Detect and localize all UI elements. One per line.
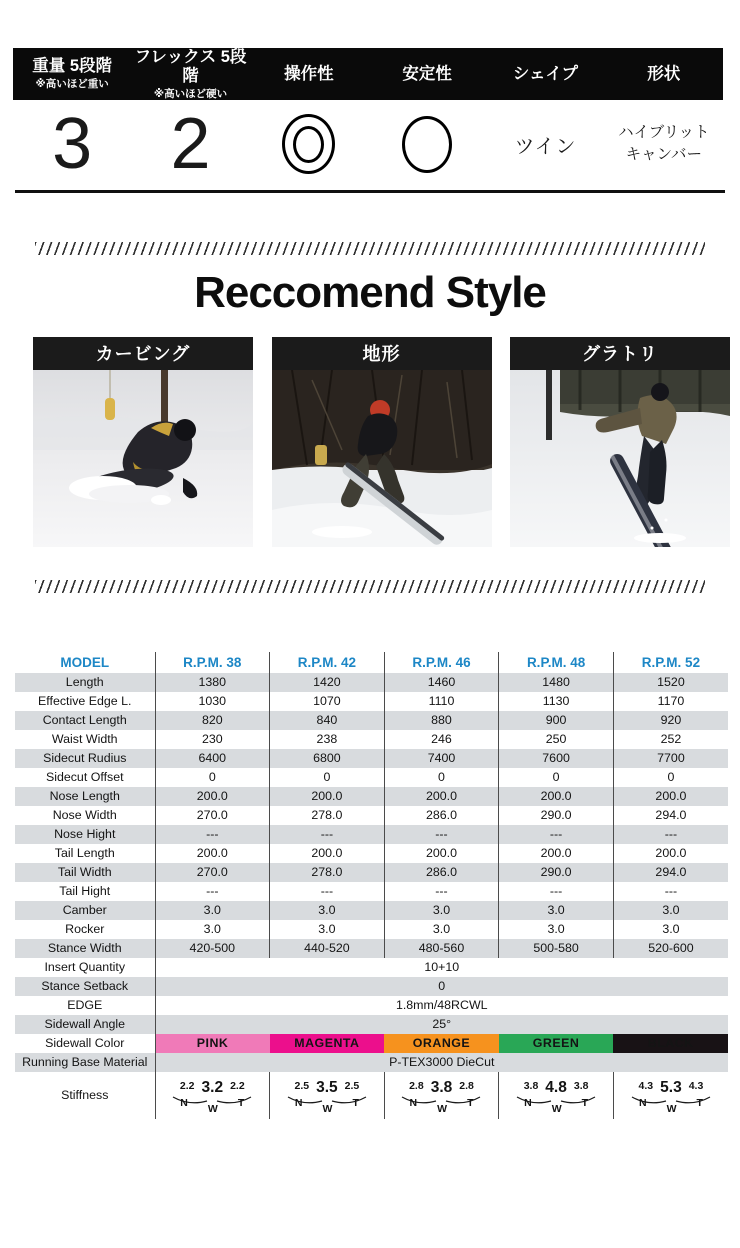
spec-value-cell: ---: [664, 884, 678, 899]
stiffness-tail-value: 2.8: [459, 1080, 474, 1093]
inner-circle: [293, 126, 324, 163]
spec-value-cell: 1480: [499, 673, 614, 692]
stiffness-letters-area: [626, 1096, 716, 1113]
spec-row: [15, 673, 728, 692]
stiffness-nose-value: 3.8: [523, 1080, 539, 1093]
carving-photo: [33, 370, 253, 547]
spec-value-cell: 200.0: [499, 844, 614, 863]
row-label: Sidecut Offset: [15, 768, 155, 787]
sidewall-color-black: BLACK: [613, 1034, 728, 1053]
rating-column-label: 重量 5段階: [32, 57, 113, 76]
stiffness-letters: [167, 1098, 257, 1115]
rating-column-6: [605, 65, 723, 84]
sidewall-color-magenta: MAGENTA: [270, 1034, 385, 1053]
row-label: Contact Length: [15, 711, 155, 730]
divider-line: [15, 190, 725, 193]
row-label: Waist Width: [15, 730, 155, 749]
spec-value-cell: 0: [384, 768, 499, 787]
row-label: Camber: [15, 901, 155, 920]
row-label: Length: [15, 673, 155, 692]
model-name-cell: R.P.M. 38: [155, 652, 270, 673]
row-label: Tail Hight: [15, 882, 155, 901]
spec-value-cell: 1070: [270, 692, 385, 711]
spec-value-cell: 294.0: [613, 863, 728, 882]
stiffness-letter: T: [352, 1096, 359, 1109]
spec-value-cell: ---: [270, 882, 385, 901]
spec-value-cell: 1460: [384, 673, 499, 692]
stiffness-display: [270, 1078, 384, 1113]
spec-value-cell: 278.0: [270, 863, 385, 882]
spec-value-cell: 200.0: [384, 787, 499, 806]
spec-value-cell: 1130: [499, 692, 614, 711]
row-label: Stiffness: [15, 1072, 155, 1119]
spec-value-cell: 3.0: [384, 901, 499, 920]
style-card-ground-trick: [510, 337, 730, 547]
stiffness-letters-area: [167, 1096, 257, 1113]
spec-value-cell: 7600: [499, 749, 614, 768]
circle-icon: [402, 116, 452, 173]
row-label: Tail Width: [15, 863, 155, 882]
row-label: Sidecut Rudius: [15, 749, 155, 768]
stiffness-waist-value: 5.3: [660, 1079, 682, 1097]
spec-value-cell: 420-500: [155, 939, 270, 958]
spec-value-cell: 480-560: [384, 939, 499, 958]
stiffness-letter: N: [524, 1096, 532, 1109]
rating-column-label: 形状: [647, 64, 681, 83]
spec-value-cell: ---: [384, 825, 499, 844]
style-label: カービング: [33, 337, 253, 370]
stiffness-letter: T: [696, 1096, 703, 1109]
spec-value-cell: 200.0: [613, 787, 728, 806]
row-label: Effective Edge L.: [15, 692, 155, 711]
spec-value-cell: 3.0: [662, 922, 680, 937]
stiffness-numbers: [524, 1080, 589, 1096]
model-name-cell: R.P.M. 42: [270, 652, 385, 673]
rating-header-bar: [13, 48, 723, 100]
stiffness-waist-value: 3.8: [430, 1079, 453, 1097]
stiffness-letters: [511, 1098, 601, 1115]
row-label: Stance Setback: [15, 977, 155, 996]
rating-column-label: シェイプ: [512, 64, 579, 83]
style-card-terrain: [272, 337, 492, 547]
rating-value-4: [368, 100, 486, 188]
row-label: Nose Hight: [15, 825, 155, 844]
spec-value-cell: 920: [613, 711, 728, 730]
spec-value-cell: 6400: [155, 749, 270, 768]
rating-text-value: [618, 122, 709, 167]
rating-value-2: [131, 100, 249, 188]
spec-row: [15, 1072, 728, 1119]
spec-value-cell: ---: [270, 825, 385, 844]
stiffness-letter: W: [437, 1102, 448, 1115]
spec-table-section: [15, 652, 728, 1119]
rating-column-sublabel: ※高いほど重い: [35, 78, 109, 91]
recommend-styles-row: [33, 337, 730, 547]
model-name-cell: R.P.M. 52: [613, 652, 728, 673]
row-label: Nose Width: [15, 806, 155, 825]
spec-value-cell: ---: [384, 882, 499, 901]
stiffness-display: [499, 1078, 613, 1113]
spec-value-cell: 278.0: [270, 806, 385, 825]
stiffness-tail-value: 2.2: [230, 1080, 245, 1093]
spec-row: [15, 958, 728, 977]
spec-row: [15, 806, 728, 825]
spec-span-value-cell: 0: [155, 977, 728, 996]
spec-value-cell: 200.0: [155, 787, 270, 806]
spec-value-cell: 3.0: [499, 920, 614, 939]
sidewall-color-orange: ORANGE: [384, 1034, 499, 1053]
stiffness-cell: [499, 1072, 614, 1119]
stiffness-tail-value: 2.5: [344, 1080, 360, 1093]
spec-value-cell: 230: [155, 730, 270, 749]
stiffness-cell: [613, 1072, 728, 1119]
hatch-divider-top: [35, 242, 705, 255]
spec-value-cell: 290.0: [499, 806, 614, 825]
rating-values-row: [13, 100, 723, 188]
spec-value-cell: 0: [155, 768, 270, 787]
stiffness-cell: [155, 1072, 270, 1119]
spec-value-cell: 246: [384, 730, 499, 749]
spec-value-cell: 7400: [384, 749, 499, 768]
spec-value-cell: ---: [499, 825, 614, 844]
spec-value-cell: ---: [499, 882, 614, 901]
spec-value-cell: 3.0: [613, 901, 728, 920]
spec-value-cell: 200.0: [384, 844, 499, 863]
stiffness-numbers: [409, 1080, 474, 1096]
stiffness-letter: N: [294, 1096, 303, 1109]
spec-value-cell: 520-600: [613, 939, 728, 958]
spec-value-cell: 0: [270, 768, 385, 787]
rating-value-6: [605, 100, 723, 188]
stiffness-letters: [396, 1098, 486, 1115]
stiffness-numbers: [295, 1080, 360, 1096]
rating-text-value: [514, 130, 576, 159]
row-label: EDGE: [15, 996, 155, 1015]
stiffness-letters-area: [282, 1096, 372, 1113]
row-label: Running Base Material: [15, 1053, 155, 1072]
row-label: Sidewall Angle: [15, 1015, 155, 1034]
rating-column-5: [486, 65, 604, 84]
spec-value-cell: 500-580: [499, 939, 614, 958]
stiffness-letter: T: [467, 1096, 474, 1109]
stiffness-nose-value: 2.8: [409, 1080, 424, 1093]
spec-row: [15, 977, 728, 996]
spec-value-cell: 1030: [155, 692, 270, 711]
rating-column-label: フレックス 5段階: [134, 48, 247, 85]
spec-value-cell: 1170: [657, 694, 685, 709]
double-circle-icon: [282, 114, 335, 174]
snowboard-spec-page: [0, 48, 740, 1248]
ground-trick-photo: [510, 370, 730, 547]
stiffness-waist-value: 4.8: [545, 1079, 567, 1097]
spec-row: [15, 1034, 728, 1053]
rating-value-1: [13, 100, 131, 188]
sidewall-color-green: GREEN: [499, 1034, 614, 1053]
rating-column-sublabel: ※高いほど硬い: [153, 87, 228, 100]
stiffness-display: [385, 1078, 499, 1113]
spec-value-cell: 1380: [155, 673, 270, 692]
spec-value-cell: 820: [155, 711, 270, 730]
stiffness-numbers: [180, 1080, 245, 1096]
spec-table-header-row: [15, 652, 728, 673]
spec-value-cell: 900: [499, 711, 614, 730]
spec-value-cell: 252: [660, 732, 682, 747]
spec-value-cell: 290.0: [499, 863, 614, 882]
spec-span-value-cell: 1.8mm/48RCWL: [395, 998, 488, 1013]
style-label: グラトリ: [510, 337, 730, 370]
spec-value-cell: 3.0: [270, 920, 385, 939]
stiffness-tail-value: 4.3: [688, 1080, 704, 1093]
spec-span-value-cell: 10+10: [424, 960, 460, 975]
row-label: Insert Quantity: [15, 958, 155, 977]
recommend-style-title: Reccomend Style: [194, 267, 546, 317]
stiffness-letter: W: [666, 1102, 677, 1115]
model-name-cell: R.P.M. 46: [384, 652, 499, 673]
spec-value-cell: 1420: [270, 673, 385, 692]
spec-value-cell: 3.0: [270, 901, 385, 920]
spec-value-cell: 286.0: [384, 863, 499, 882]
stiffness-cell: [270, 1072, 385, 1119]
spec-value-cell: ---: [613, 825, 728, 844]
spec-value-cell: 238: [270, 730, 385, 749]
spec-row: [15, 1015, 728, 1034]
spec-table: [15, 652, 728, 1119]
spec-value-cell: 3.0: [155, 901, 270, 920]
model-name-cell: R.P.M. 48: [499, 652, 614, 673]
spec-row: [15, 692, 728, 711]
model-header-cell: MODEL: [15, 652, 155, 673]
rating-column-4: [368, 65, 486, 84]
spec-value-cell: 880: [384, 711, 499, 730]
spec-value-cell: 3.0: [499, 901, 614, 920]
spec-value-cell: 1110: [384, 692, 499, 711]
stiffness-letter: N: [180, 1096, 188, 1109]
stiffness-letter: T: [581, 1096, 589, 1109]
spec-value-cell: 7700: [613, 749, 728, 768]
stiffness-letter: N: [409, 1096, 418, 1109]
spec-value-cell: 270.0: [155, 863, 270, 882]
rating-text-line: キャンバー: [625, 146, 703, 163]
sidewall-color-pink: PINK: [155, 1034, 270, 1053]
spec-row: [15, 711, 728, 730]
spec-row: [15, 920, 728, 939]
hatch-divider-bottom: [35, 580, 705, 593]
spec-value-cell: 270.0: [155, 806, 270, 825]
stiffness-nose-value: 2.5: [294, 1080, 310, 1093]
stiffness-letter: W: [207, 1102, 218, 1115]
spec-value-cell: 3.0: [155, 920, 270, 939]
spec-value-cell: 286.0: [384, 806, 499, 825]
spec-row: [15, 996, 728, 1015]
stiffness-letters-area: [511, 1096, 601, 1113]
style-label: 地形: [272, 337, 492, 370]
rating-text-line: ハイブリット: [618, 123, 710, 141]
spec-value-cell: 200.0: [155, 844, 270, 863]
rating-value-3: [250, 100, 368, 188]
rating-column-label: 安定性: [402, 64, 452, 83]
spec-value-cell: 250: [499, 730, 614, 749]
row-label: Tail Length: [15, 844, 155, 863]
spec-value-cell: 294.0: [655, 808, 687, 823]
spec-row: [15, 901, 728, 920]
spec-row: [15, 882, 728, 901]
stiffness-letters: [626, 1098, 716, 1115]
spec-value-cell: 3.0: [384, 920, 499, 939]
spec-value-cell: 0: [499, 768, 614, 787]
terrain-photo: [272, 370, 492, 547]
rating-column-label: 操作性: [284, 64, 334, 83]
rating-column-1: [13, 57, 131, 90]
spec-value-cell: 200.0: [270, 844, 385, 863]
rating-column-3: [250, 65, 368, 84]
stiffness-letter: T: [237, 1096, 245, 1109]
stiffness-tail-value: 3.8: [573, 1080, 589, 1093]
spec-row: [15, 730, 728, 749]
stiffness-letter: W: [551, 1102, 562, 1115]
spec-row: [15, 825, 728, 844]
spec-row: [15, 749, 728, 768]
spec-row: [15, 844, 728, 863]
stiffness-display: [156, 1078, 270, 1113]
spec-row: [15, 1053, 728, 1072]
stiffness-cell: [384, 1072, 499, 1119]
spec-value-cell: 200.0: [655, 846, 687, 861]
stiffness-letter: N: [638, 1096, 647, 1109]
spec-value-cell: 1520: [613, 673, 728, 692]
row-label: Stance Width: [15, 939, 155, 958]
stiffness-display: [614, 1078, 728, 1113]
spec-span-value-cell: 25°: [155, 1015, 728, 1034]
spec-row: [15, 768, 728, 787]
rating-column-2: [131, 48, 249, 100]
rating-text-line: ツイン: [514, 135, 577, 158]
rating-number: 3: [52, 104, 93, 184]
spec-value-cell: 840: [270, 711, 385, 730]
stiffness-nose-value: 2.2: [179, 1080, 195, 1093]
spec-value-cell: 6800: [270, 749, 385, 768]
row-label: Sidewall Color: [15, 1034, 155, 1053]
spec-value-cell: ---: [155, 825, 270, 844]
row-label: Nose Length: [15, 787, 155, 806]
stiffness-waist-value: 3.5: [316, 1079, 338, 1097]
spec-row: [15, 787, 728, 806]
spec-value-cell: ---: [155, 882, 270, 901]
spec-value-cell: 200.0: [499, 787, 614, 806]
spec-value-cell: 200.0: [270, 787, 385, 806]
rating-value-5: [486, 100, 604, 188]
style-card-carving: [33, 337, 253, 547]
stiffness-letters: [282, 1098, 372, 1115]
spec-row: [15, 863, 728, 882]
stiffness-waist-value: 3.2: [201, 1079, 224, 1097]
stiffness-nose-value: 4.3: [638, 1080, 654, 1093]
stiffness-numbers: [639, 1080, 704, 1096]
spec-value-cell: 440-520: [270, 939, 385, 958]
spec-value-cell: 0: [667, 770, 675, 785]
row-label: Rocker: [15, 920, 155, 939]
stiffness-letters-area: [396, 1096, 486, 1113]
spec-span-value-cell: P-TEX3000 DieCut: [155, 1053, 728, 1072]
rating-number: 2: [170, 104, 211, 184]
spec-row: [15, 939, 728, 958]
stiffness-letter: W: [322, 1102, 333, 1115]
